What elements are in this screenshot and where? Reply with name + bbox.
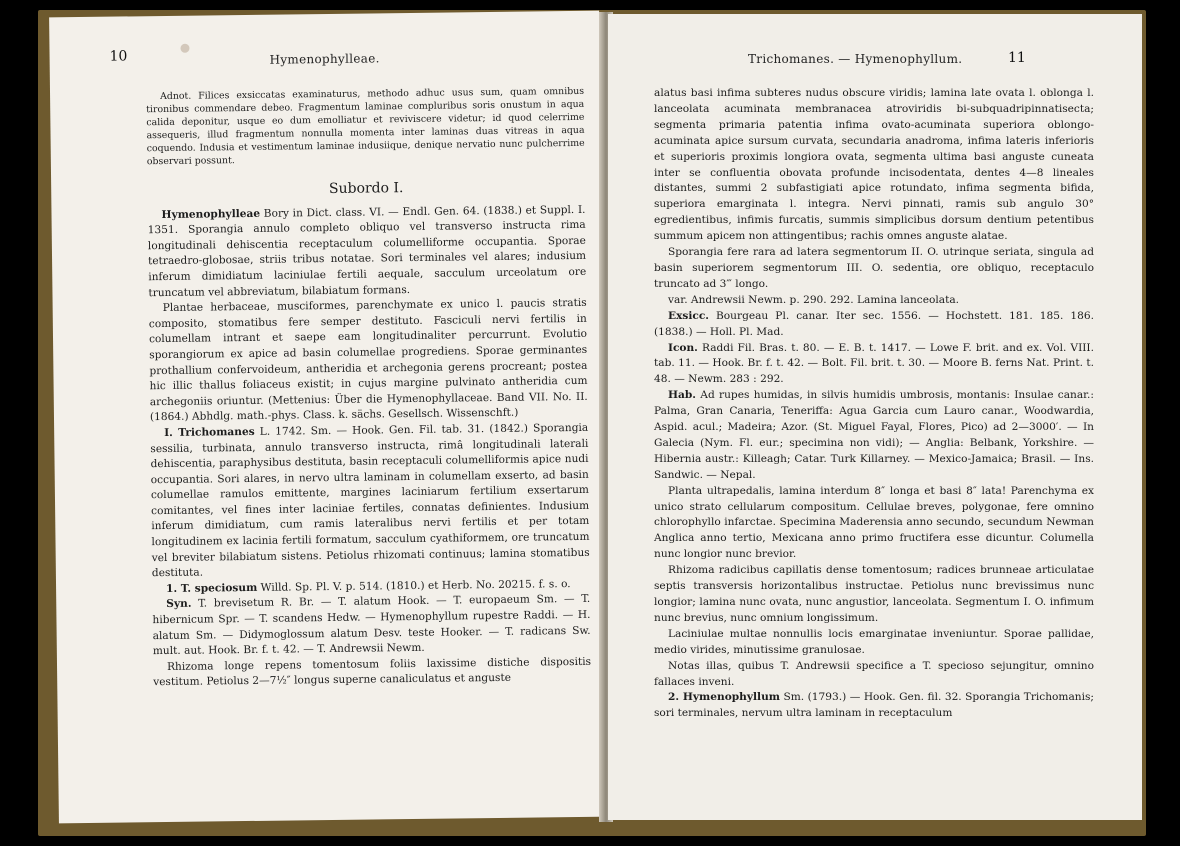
paragraph-text: L. 1742. Sm. — Hook. Gen. Fil. tab. 31. (1842.) Sporangia sessilia, turbinata, annulo transverso instructa, rimâ longitudinali laterali dehiscentia, paraphysibus destituta, basin receptaculi columelliformis apice nudi occupantia. Sori alares, in nervo ultra laminam in columellam exserto, ad basin columellae ramulos emittente, margines laciniarum fertilium exsertarum comitantes, vel fines inter laciniae fertiles, connatas definientes. Indusium inferum dimidiatum, cum ramis lateralibus nervi fertilis et per totam longitudinem ex lacinia fertili formatum, sacculum cyathiformem, ore truncatum vel breviter bilabiatum sistens. Petiolus rhizomati continuus; lamina stomatibus destituta. (150, 421, 590, 580)
paragraph-variety: var. Andrewsii Newm. p. 290. 292. Lamina lanceolata. (668, 293, 960, 306)
running-head: Trichomanes. — Hymenophyllum. (748, 52, 963, 66)
right-page-body (654, 86, 1094, 722)
paragraph-rhizoma: Rhizoma radicibus capillatis dense tomentosum; radices brunneae articulatae septis transversis horizontalibus instructae. Petiolus nunc brevissimus nunc longior; lamina nunc ovata, nunc angustior, lanceolata. Segmentum I. O. infimum nunc brevius, nunc omnium longissimum. (654, 564, 1094, 624)
taxon-name: Hymenophylleae (161, 207, 261, 221)
right-page (608, 14, 1142, 820)
paragraph-text: Ad rupes humidas, in silvis humidis umbrosis, montanis: Insulae canar.: Palma, Gran Canaria, Teneriffa: Agua Garcia cum Lauro canar., Woodwardia, Aspid. acul.; Madeira; Azor. (St. Miguel Fayal, Flores, Pico) ad 2—3000′. — In Galecia (Nym. Fl. eur.; specimina non vidi); — Anglia: Belbank, Yorkshire. — Hibernia austr.: Killeagh; Catar. Turk Killarney. — Mexico-Jamaica; Brasil. — Ins. Sandwic. — Nepal. (654, 389, 1094, 481)
page-number: 11 (1008, 50, 1026, 66)
section-label: Icon. (668, 341, 698, 354)
paragraph-text: Bourgeau Pl. canar. Iter sec. 1556. — Hochstett. 181. 185. 186. (1838.) — Holl. Pl. Mad. (654, 309, 1094, 338)
taxon-name: 2. Hymenophyllum (668, 691, 780, 704)
paragraph-alatus: alatus basi infima subteres nudus obscure viridis; lamina late ovata l. oblonga l. lanceolata acuminata membranacea atroviridis bi-subquadripinnatisecta; segmenta primaria patentia infima ovato-acuminata superiora oblongo-acuminata apice sursum curvata, secundaria anadroma, infima lateris inferioris et superioris proximis longiora ovata, segmenta ultima basi anguste cuneata inter se confluentia obovata profunde incisodentata, dentes 4—8 lineales distantes, summi 2 subfastigiati apice rotundato, infima segmenta bifida, superiora emarginata l. integra. Nervi pinnati, ramis sub angulo 30° egredientibus, infimis furcatis, summis simplicibus dorsum dentium petentibus summum apicem non attingentibus; rachis omnes anguste alatae. (654, 87, 1094, 243)
paragraph-text: Bory in Dict. class. VI. — Endl. Gen. 64. (1838.) et Suppl. I. 1351. Sporangia annulo completo obliquo vel transverso instructa rima longitudinali dehiscentia receptaculum columelliforme occupantia. Sporae tetraedro-globosae, striis tribus notatae. Sori terminales vel alares; indusium inferum dimidiatum laciniulae fertili aequale, sacculum urceolatum ore truncatum vel abbreviatum, bilabiatum formans. (147, 203, 587, 299)
annotation-paragraph: Adnot. Filices exsiccatas examinaturus, methodo adhuc usus sum, quam omnibus tironibus commendare debeo. Fragmentum laminae compluribus soris onustum in aqua calida deponitur, usque eo dum emolliatur et reviviscere videtur; id quod celerrime assequeris, illud fragmentum nonnulla momenta inter laminas duas vitreas in aqua coquendo. Indusia et vestimentum laminae indusiique, denique nervatio nunc pulcherrime observari possunt. (146, 85, 585, 168)
taxon-name: I. Trichomanes (164, 425, 255, 439)
running-head: Hymenophylleae. (269, 51, 380, 67)
section-label: Hab. (668, 389, 696, 402)
paragraph-text: Sm. (1793.) — Hook. Gen. fil. 32. Sporangia Trichomanis; sori terminales, nervum ultra laminam in receptaculum (654, 691, 1094, 720)
taxon-name: 1. T. speciosum (166, 581, 258, 595)
paragraph-exsiccata (654, 309, 1094, 341)
paragraph-hymenophyllum (654, 690, 1094, 722)
paragraph-habitat (654, 388, 1094, 483)
section-heading: Subordo I. (328, 180, 404, 197)
left-page-body (146, 85, 591, 691)
paragraph-text: T. brevisetum R. Br. — T. alatum Hook. — T. europaeum Sm. — T. hibernicum Spr. — T. scandens Hedw. — Hymenophyllum rupestre Raddi. — H. alatum Sm. — Didymoglossum alatum Desv. teste Hooker. — T. radicans Sw. mult. aut. Hook. Br. f. t. 42. — T. Andrewsii Newm. (152, 593, 591, 658)
section-label: Syn. (166, 598, 192, 611)
paragraph-sporangia: Sporangia fere rara ad latera segmentorum II. O. utrinque seriata, singula ad basin superiorem segmentorum III. O. sedentia, ore obliquo, receptaculo truncato ad 3‴ longo. (654, 246, 1094, 290)
paragraph-laciniulae: Laciniulae multae nonnullis locis emarginatae inveniuntur. Sporae pallidae, medio virides, minutissime granulosae. (654, 627, 1094, 656)
paragraph-plantae: Plantae herbaceae, musciformes, parenchymate ex unico l. paucis stratis composito, stomatibus fere semper destituto. Fasciculi nervi fertilis in columellam intrant et saepe eam longitudinaliter percurrunt. Evolutio sporangiorum ex apice ad basin columellae progrediens. Sporae germinantes prothallium confervoideum, antheridia et archegonia gerens procreant; postea hic illic thallus foliaceus existit; in cujus margine pulvinato antheridia cum archegoniis oriuntur. (Mettenius: Über die Hymenophyllaceae. Band VII. No. II. (1864.) Abhdlg. math.-phys. Class. k. sächs. Gesellsch. Wissenschft.) (148, 297, 588, 424)
left-page (49, 11, 609, 824)
paragraph-hymenophylleae (147, 202, 586, 301)
paragraph-rhizoma: Rhizoma longe repens tomentosum foliis laxissime distiche dispositis vestitum. Petiolus 2—7½″ longus superne canaliculatus et anguste (153, 655, 592, 689)
paragraph-text: Raddi Fil. Bras. t. 80. — E. B. t. 1417. — Lowe F. brit. and ex. Vol. VIII. tab. 11. — Hook. Br. f. t. 42. — Bolt. Fil. brit. t. 30. — Moore B. ferns Nat. Print. t. 48. — Newm. 283 : 292. (654, 341, 1094, 386)
ink-blot (180, 44, 189, 53)
paragraph-trichomanes (150, 421, 590, 582)
paragraph-icones (654, 341, 1094, 389)
section-label: Exsicc. (668, 309, 709, 322)
paragraph-text: Willd. Sp. Pl. V. p. 514. (1810.) et Herb. No. 20215. f. s. o. (257, 577, 571, 594)
paragraph-notas: Notas illas, quibus T. Andrewsii specifice a T. specioso sejungitur, omnino fallaces inveni. (654, 659, 1094, 688)
paragraph-planta: Planta ultrapedalis, lamina interdum 8″ longa et basi 8″ lata! Parenchyma ex unico strato cellularum compositum. Cellulae breves, polygonae, fere omnino chlorophyllo infarctae. Specimina Maderensia anno secundo, secundum Newman Anglica anno tertio, Mexicana anno primo fructifera esse dicuntur. Columella nunc longior nunc brevior. (654, 484, 1094, 561)
paragraph-synonyms (152, 592, 591, 660)
page-number: 10 (109, 48, 128, 65)
